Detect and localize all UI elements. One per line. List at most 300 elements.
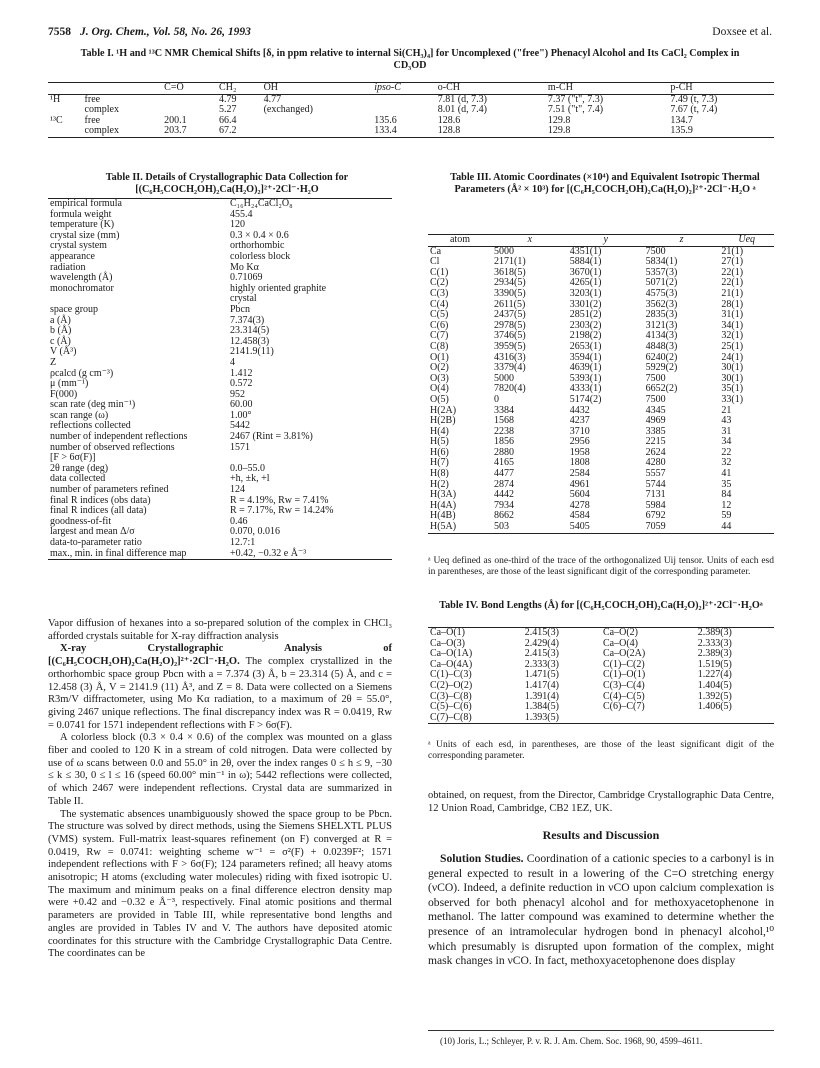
- table1-cell: [48, 126, 83, 137]
- table2-cell: data-to-parameter ratio: [50, 537, 142, 548]
- table3-cell: 2934(5): [493, 277, 526, 289]
- table2-cell: V (Å³): [50, 346, 77, 358]
- table3-cell: 6652(2): [645, 383, 678, 395]
- table3-cell: 32(1): [721, 330, 744, 342]
- table1-cell: complex: [84, 104, 119, 116]
- table3-cell: 4961: [569, 478, 590, 490]
- table3-cell: 4575(3): [645, 287, 678, 299]
- table2: [48, 198, 392, 560]
- table3-cell: 503: [492, 522, 568, 533]
- table3-cell: C(4): [430, 298, 449, 310]
- table3-cell: 21: [721, 404, 732, 416]
- table1-cell: 128.6: [437, 114, 461, 126]
- table2-cell: R = 7.17%, Rw = 14.24%: [230, 505, 334, 517]
- table3-cell: 5357(3): [645, 266, 678, 278]
- table2-row: [48, 326, 392, 337]
- table4-cell: Ca–O(2): [601, 628, 696, 639]
- table4-cell: 2.389(3): [696, 628, 774, 639]
- table3-cell: 4345: [645, 404, 666, 416]
- table4-cell: C(6)–C(7): [602, 701, 645, 713]
- table4-cell: Ca–O(4): [602, 637, 638, 649]
- table2-cell: data collected: [50, 473, 106, 485]
- table4-row: [428, 628, 774, 639]
- table2-cell: largest and mean Δ/σ: [50, 526, 135, 538]
- table3-cell: 7820(4): [493, 383, 526, 395]
- table4-cell: Ca–O(2A): [602, 648, 646, 660]
- running-author: Doxsee et al.: [712, 26, 772, 38]
- table2-row: [48, 337, 392, 348]
- table4-cell: C(3)–C(8): [430, 690, 472, 702]
- table2-cell: 7.374(3): [230, 314, 265, 326]
- table1-cell: 5.27: [219, 104, 237, 116]
- table4-cell: [601, 713, 696, 724]
- table3-cell: 28(1): [721, 298, 744, 310]
- table4-cell: C(4)–C(5): [602, 690, 645, 702]
- table2-cell: +0.42, −0.32 e Å⁻³: [228, 549, 392, 560]
- table3-cell: 22(1): [721, 266, 744, 278]
- table2-row: [48, 369, 392, 380]
- table3-cell: 43: [721, 415, 732, 427]
- table3-cell: H(4B): [430, 510, 456, 522]
- table3-cell: 5393(1): [569, 372, 602, 384]
- table2-row: [48, 358, 392, 369]
- table4-cell: C(1)–C(2): [602, 658, 645, 670]
- table3-cell: 5929(2): [645, 362, 678, 374]
- table2-cell: goodness-of-fit: [50, 515, 112, 527]
- table3-cell: H(2): [430, 478, 449, 490]
- table3-cell: 22(1): [721, 277, 744, 289]
- table4-row: [428, 702, 774, 713]
- table2-cell: colorless block: [230, 250, 291, 262]
- table4-cell: C(7)–C(8): [428, 713, 523, 724]
- table3-cell: 1808: [569, 457, 590, 469]
- table2-cell: 124: [230, 484, 245, 496]
- table4-cell: 1.227(4): [697, 669, 732, 681]
- table2-cell: final R indices (obs data): [50, 494, 151, 506]
- table3-cell: 2611(5): [493, 298, 526, 310]
- table4-cell: 1.519(5): [697, 658, 732, 670]
- table3-cell: 12: [721, 499, 732, 511]
- table4-row: [428, 681, 774, 692]
- table3-cell: 3594(1): [569, 351, 602, 363]
- table3-cell: 8662: [493, 510, 514, 522]
- table4-cell: 1.384(5): [524, 701, 559, 713]
- table2-cell: crystal: [230, 293, 257, 305]
- table3-cell: 4442: [493, 489, 514, 501]
- table1-cell: 200.1: [164, 114, 187, 126]
- left-column-text: [48, 618, 392, 961]
- table3-header-row: [428, 235, 774, 247]
- table3-cell: 4639(1): [569, 362, 602, 374]
- table1-cell: 134.7: [670, 114, 693, 126]
- table3-cell: 4134(3): [645, 330, 678, 342]
- table3-cell: 4333(1): [569, 383, 602, 395]
- table4-cell: Ca–O(4A): [430, 658, 473, 670]
- table2-cell: crystal size (mm): [50, 229, 120, 241]
- table2-cell: 2θ range (deg): [50, 462, 109, 474]
- table3-cell: 5000: [493, 372, 514, 384]
- table3-col-header: atom: [428, 235, 492, 247]
- table1-caption: Table I. ¹H and ¹³C NMR Chemical Shifts [δ, in ppm relative to internal Si(CH₃)₄] for Uncomplexed ("free") Phenacyl Alcohol and Its CaCl₂ Complex in CD₃OD: [80, 48, 740, 71]
- table2-cell: μ (mm⁻¹): [50, 378, 89, 390]
- table3-cell: O(1): [430, 351, 449, 363]
- table4-cell: 1.417(4): [524, 679, 559, 691]
- table1-cell: [262, 126, 373, 137]
- table1-header-row: [48, 83, 774, 95]
- table3-cell: 1568: [493, 415, 514, 427]
- table1-cell: [162, 94, 217, 105]
- table3-cell: 2171(1): [493, 256, 526, 268]
- table2-cell: 60.00: [230, 399, 253, 411]
- table3-cell: 6792: [645, 510, 666, 522]
- structure-paragraph: The systematic absences unambiguously showed the space group to be Pbcn. The structure was solved by direct methods, using the Siemens SHELXTL PLUS (VMS) system. Full-matrix least-squares refinement (on F) converged at R = 0.0419, Rw = 0.0741: weighting scheme w⁻¹ = σ²(F) + 0.0239F²; 1571 independent reflections with F > 6σ(F); 124 parameters refined; all heavy atoms anisotropic; H atoms (excluding water molecules) riding with fixed isotropic U. The maximum and minimum peaks on a final difference electron density map were +0.42 and −0.32 e Å⁻³, respectively. Final atomic positions and thermal parameters are provided in Table III, while representative bond lengths and angles are provided in Tables IV and V. The authors have deposited atomic coordinates for this structure with the Cambridge Crystallographic Data Centre. The coordinates can be: [48, 808, 392, 960]
- table2-cell: 4: [230, 356, 235, 368]
- table1-cell: (exchanged): [263, 104, 313, 116]
- table3: [428, 234, 774, 534]
- table1-cell: ¹H: [50, 93, 61, 105]
- table2-cell: 120: [230, 219, 245, 231]
- table3-cell: Cl: [430, 256, 440, 268]
- table2-cell: wavelength (Å): [50, 272, 113, 284]
- table1-cell: free: [84, 93, 101, 105]
- table2-cell: 0.3 × 0.4 × 0.6: [230, 229, 289, 241]
- table2-cell: reflections collected: [50, 420, 131, 432]
- table3-col-header: x: [492, 235, 568, 247]
- table1-cell: 7.51 ("t", 7.4): [547, 104, 604, 116]
- table3-cell: 4969: [645, 415, 666, 427]
- table2-cell: crystal system: [50, 240, 107, 252]
- table4: [428, 627, 774, 724]
- table3-cell: 59: [721, 510, 732, 522]
- table1-cell: 135.9: [668, 126, 774, 137]
- table1-col-header: CH₂: [217, 83, 262, 95]
- table2-cell: 12.7:1: [230, 537, 256, 548]
- table3-cell: 3670(1): [569, 266, 602, 278]
- table1-row: [48, 105, 774, 116]
- table3-cell: C(3): [430, 287, 449, 299]
- table1-col-header: C=O: [162, 83, 217, 95]
- table2-cell: highly oriented graphite: [230, 282, 327, 294]
- table3-cell: 7500: [645, 245, 666, 257]
- table4-cell: 2.389(3): [697, 648, 732, 660]
- table3-cell: 3746(5): [493, 330, 526, 342]
- table4-footnote: ᵃ Units of each esd, in parentheses, are those of the least significant digit of the corresponding parameter.: [428, 740, 774, 762]
- table1-cell: 129.8: [547, 114, 571, 126]
- results-heading: Results and Discussion: [542, 828, 660, 843]
- table2-cell: 5442: [230, 420, 250, 432]
- table3-cell: 34: [721, 436, 732, 448]
- table4-cell: 2.333(3): [697, 637, 732, 649]
- table3-cell: 3384: [493, 404, 514, 416]
- table3-cell: 33(1): [721, 393, 744, 405]
- table3-cell: 2851(2): [569, 309, 602, 321]
- table2-cell: formula weight: [50, 208, 112, 220]
- table3-cell: 3618(5): [493, 266, 526, 278]
- table3-cell: 2880: [493, 446, 514, 458]
- table3-cell: 35: [721, 478, 732, 490]
- table4-cell: 2.333(3): [524, 658, 559, 670]
- table2-cell: +h, ±k, +l: [230, 473, 270, 485]
- table3-footnote: ᵃ Ueq defined as one-third of the trace of the orthogonalized Uij tensor. Units of each esd in parentheses, are those of the least significant digit of the corresponding parameter.: [428, 556, 774, 578]
- table2-cell: empirical formula: [48, 199, 228, 210]
- table4-cell: 1.392(5): [697, 690, 732, 702]
- xray-heading: X-ray Crystallographic Analysis of [(C₆H₅COCH₂OH)₂Ca(H₂O)₂]²⁺·2Cl⁻·H₂O.: [48, 643, 392, 668]
- table4-cell: C(3)–C(4): [602, 679, 645, 691]
- table2-cell: scan range (ω): [50, 409, 109, 421]
- table3-cell: H(4): [430, 425, 449, 437]
- table3-cell: 5000: [493, 245, 514, 257]
- table3-cell: 3390(5): [493, 287, 526, 299]
- table3-cell: 2956: [569, 436, 590, 448]
- solution-heading: Solution Studies.: [440, 852, 524, 866]
- table3-cell: 3301(2): [569, 298, 602, 310]
- table2-caption: Table II. Details of Crystallographic Data Collection for [(C₆H₅COCH₂OH)₂Ca(H₂O)₂]²⁺·2Cl⁻·H₂O: [105, 172, 349, 195]
- table3-cell: 4278: [569, 499, 590, 511]
- table3-cell: 32: [721, 457, 732, 469]
- table3-cell: 2624: [645, 446, 666, 458]
- table3-cell: 41: [721, 468, 732, 480]
- table3-cell: 21(1): [721, 245, 744, 257]
- table2-cell: R = 4.19%, Rw = 7.41%: [230, 494, 329, 506]
- table3-cell: Ca: [430, 245, 442, 257]
- table3-cell: 4432: [569, 404, 590, 416]
- xray-paragraph: [48, 643, 392, 732]
- table1-col-header: ipso-C: [372, 83, 436, 95]
- table3-cell: 3710: [569, 425, 590, 437]
- table3-cell: H(5): [430, 436, 449, 448]
- table3-cell: 5174(2): [569, 393, 602, 405]
- table3-caption: Table III. Atomic Coordinates (×10⁴) and Equivalent Isotropic Thermal Parameters (Å² × 10³) for [(C₆H₅COCH₂OH)₂Ca(H₂O)₂]²⁺·2Cl⁻·H₂O ᵃ: [450, 172, 760, 195]
- table2-cell: number of independent reflections: [50, 431, 188, 443]
- table2-row: [48, 549, 392, 560]
- table2-row: [48, 379, 392, 390]
- table3-cell: 34(1): [721, 319, 744, 331]
- table2-cell: C₁₆H₂₄CaCl₂O₈: [228, 199, 392, 210]
- table2-cell: orthorhombic: [230, 240, 285, 252]
- table3-cell: C(1): [430, 266, 449, 278]
- table1-cell: 7.49 (t, 7.3): [670, 93, 718, 105]
- solution-body: Coordination of a cationic species to a carbonyl is in general expected to result in a lowering of the C=O stretching energy (νCO). Indeed, a definite reduction in νCO upon calcium complexation is observed for both phenacyl alcohol and for methoxyacetophenone in methanol. The latter compound was examined to determine whether the presence of an intramolecular hydrogen bond in phenacyl alcohol,¹⁰ which presumably is disrupted upon formation of the complex, might mask changes in νCO. In fact, methoxyacetophenone does display: [428, 852, 775, 968]
- table2-cell: F(000): [50, 388, 78, 400]
- table3-cell: 31(1): [721, 309, 744, 321]
- table3-cell: H(3A): [430, 489, 457, 501]
- table4-cell: 1.404(5): [697, 679, 732, 691]
- table2-cell: Z: [50, 356, 57, 368]
- table4-row: [428, 713, 774, 724]
- table1-cell: ¹³C: [50, 114, 63, 126]
- table2-cell: max., min. in final difference map: [48, 549, 228, 560]
- table3-cell: 3385: [645, 425, 666, 437]
- table1-cell: 8.01 (d, 7.4): [437, 104, 487, 116]
- table3-cell: 3959(5): [493, 340, 526, 352]
- table3-cell: 2584: [569, 468, 590, 480]
- table2-cell: space group: [50, 303, 99, 315]
- table3-cell: 4165: [493, 457, 514, 469]
- table3-cell: 22: [721, 446, 732, 458]
- table3-cell: 3379(4): [493, 362, 526, 374]
- table3-cell: 0: [493, 393, 499, 405]
- table3-cell: 4265(1): [569, 277, 602, 289]
- table2-cell: 12.458(3): [230, 335, 270, 347]
- table1-cell: 128.8: [436, 126, 546, 137]
- table3-col-header: y: [568, 235, 644, 247]
- table3-cell: 30(1): [721, 362, 744, 374]
- vapor-paragraph: Vapor diffusion of hexanes into a so-prepared solution of the complex in CHCl₃ afforded crystals suitable for X-ray diffraction analysis: [48, 618, 392, 642]
- table2-cell: 0.46: [230, 515, 248, 527]
- table2-cell: 1571: [230, 441, 250, 453]
- table3-cell: O(2): [430, 362, 449, 374]
- table4-caption: Table IV. Bond Lengths (Å) for [(C₆H₅COCH₂OH)₂Ca(H₂O)₂]²⁺·2Cl⁻·H₂Oᵃ: [439, 600, 763, 611]
- deposit-paragraph: obtained, on request, from the Director, Cambridge Crystallographic Data Centre, 12 Union Road, Cambridge, CB2 1EZ, UK.: [428, 790, 774, 814]
- table4-cell: 1.406(5): [697, 701, 732, 713]
- table3-cell: 5834(1): [645, 256, 678, 268]
- table4-cell: 1.393(5): [523, 713, 601, 724]
- table3-cell: C(2): [430, 277, 449, 289]
- table2-cell: number of observed reflections: [50, 441, 175, 453]
- table1-row: [48, 126, 774, 137]
- table3-cell: 7934: [493, 499, 514, 511]
- table3-row: [428, 522, 774, 533]
- table4-cell: C(2)–O(2): [430, 679, 473, 691]
- table2-row: [48, 241, 392, 252]
- table3-cell: O(4): [430, 383, 449, 395]
- table1-cell: free: [84, 114, 101, 126]
- table1-cell: 7.81 (d, 7.3): [437, 93, 487, 105]
- table1-col-header: m-CH: [546, 83, 668, 95]
- table3-cell: C(8): [430, 340, 449, 352]
- table3-cell: 6240(2): [645, 351, 678, 363]
- table3-cell: 7500: [645, 393, 666, 405]
- table3-cell: 4584: [569, 510, 590, 522]
- page-number: 7558: [48, 26, 71, 38]
- table3-cell: C(7): [430, 330, 449, 342]
- table2-row: [48, 538, 392, 549]
- table3-cell: 5405: [568, 522, 644, 533]
- table4-cell: Ca–O(3): [430, 637, 465, 649]
- table2-cell: 0.0–55.0: [230, 462, 265, 474]
- table3-cell: 4316(3): [493, 351, 526, 363]
- table3-cell: H(8): [430, 468, 449, 480]
- table3-cell: 1958: [569, 446, 590, 458]
- table3-cell: O(5): [430, 393, 449, 405]
- table2-row: [48, 199, 392, 210]
- table2-row: [48, 316, 392, 327]
- table3-cell: 30(1): [721, 372, 744, 384]
- table1-col-header: OH: [262, 83, 373, 95]
- table4-cell: Ca–O(1A): [430, 648, 473, 660]
- table4-cell: 1.471(5): [524, 669, 559, 681]
- table3-cell: 1856: [493, 436, 514, 448]
- table1-cell: complex: [83, 126, 163, 137]
- table2-cell: 2141.9(11): [230, 346, 274, 358]
- solution-paragraph: [428, 852, 774, 969]
- table3-col-header: Ueq: [719, 235, 774, 247]
- table3-cell: 2835(3): [645, 309, 678, 321]
- table1-col-header: o-CH: [436, 83, 546, 95]
- table2-cell: Pbcn: [230, 303, 250, 315]
- table2-cell: 0.572: [230, 378, 253, 390]
- table2-cell: [F > 6σ(F)]: [50, 452, 96, 464]
- table3-cell: 7059: [644, 522, 720, 533]
- table3-cell: H(7): [430, 457, 449, 469]
- table2-cell: 1.00°: [230, 409, 252, 421]
- table3-cell: 2215: [645, 436, 666, 448]
- table2-cell: scan rate (deg min⁻¹): [50, 399, 136, 411]
- table3-cell: 2198(2): [569, 330, 602, 342]
- table3-cell: C(6): [430, 319, 449, 331]
- journal-citation: J. Org. Chem., Vol. 58, No. 26, 1993: [80, 26, 251, 38]
- table3-cell: O(3): [430, 372, 449, 384]
- table3-cell: 35(1): [721, 383, 744, 395]
- table3-cell: 21(1): [721, 287, 744, 299]
- table2-cell: number of parameters refined: [50, 484, 169, 496]
- table2-cell: a (Å): [50, 314, 71, 326]
- right-column-text: [428, 790, 774, 969]
- sample-paragraph: A colorless block (0.3 × 0.4 × 0.6) of the complex was mounted on a glass fiber and cooled to 120 K in a stream of cold nitrogen. Data were collected by use of ω scans between 0.0 and 55.0° in 2θ, over the index ranges 0 ≤ h ≤ 9, −30 ≤ k ≤ 30, 0 ≤ l ≤ 16 (speed 60.00° min⁻¹ in ω); 5442 reflections were collected, of which 2467 were independent reflections. Crystal data are summarized in Table II.: [48, 732, 392, 807]
- table2-cell: 0.71069: [230, 272, 263, 284]
- table4-cell: 2.429(4): [524, 637, 559, 649]
- table3-cell: 3562(3): [645, 298, 678, 310]
- table2-cell: b (Å): [50, 325, 72, 337]
- table2-cell: monochromator: [50, 282, 114, 294]
- table2-row: [48, 284, 392, 295]
- table3-cell: 2303(2): [569, 319, 602, 331]
- table2-cell: final R indices (all data): [50, 505, 147, 517]
- table1-cell: 4.77: [263, 93, 282, 105]
- table3-cell: 4351(1): [569, 245, 602, 257]
- table3-cell: 5604: [569, 489, 590, 501]
- table1-col-header: [83, 83, 163, 95]
- table2-cell: 1.412: [230, 367, 253, 379]
- table3-cell: 5984: [645, 499, 666, 511]
- table3-cell: H(5A): [428, 522, 492, 533]
- table2-row: [48, 443, 392, 454]
- table2-cell: temperature (K): [50, 219, 115, 231]
- reference-10: (10) Joris, L.; Schleyer, P. v. R. J. Am. Chem. Soc. 1968, 90, 4599–4611.: [440, 1036, 703, 1046]
- table1-cell: 133.4: [372, 126, 436, 137]
- table3-cell: 4477: [493, 468, 514, 480]
- table3-cell: 3121(3): [645, 319, 678, 331]
- table1-row: [48, 94, 774, 105]
- table3-cell: 24(1): [721, 351, 744, 363]
- table2-cell: radiation: [50, 261, 86, 273]
- table3-cell: 84: [721, 489, 732, 501]
- table2-row: [48, 305, 392, 316]
- table3-cell: 4280: [645, 457, 666, 469]
- table1-cell: 203.7: [162, 126, 217, 137]
- table2-cell: Mo Kα: [230, 261, 259, 273]
- table4-cell: C(5)–C(6): [430, 701, 472, 713]
- table3-cell: 31: [721, 425, 732, 437]
- table4-cell: Ca–O(1): [428, 628, 523, 639]
- table1-row: [48, 116, 774, 127]
- table3-row: [428, 289, 774, 300]
- table4-cell: C(1)–O(1): [602, 669, 646, 681]
- table1-cell: [372, 94, 436, 105]
- table3-col-header: z: [644, 235, 720, 247]
- table2-cell: c (Å): [50, 335, 71, 347]
- table3-cell: 5071(2): [645, 277, 678, 289]
- table4-cell: 2.415(3): [523, 628, 601, 639]
- table3-cell: 4848(3): [645, 340, 678, 352]
- table3-cell: 25(1): [721, 340, 744, 352]
- table4-cell: 1.391(4): [524, 690, 559, 702]
- xray-body: The complex crystallized in the orthorhombic space group Pbcn with a = 7.374 (3) Å, b = 23.314 (5) Å, and c = 12.458 (3) Å, V = 2141.9 (11) Å³, and Z = 8. Data were collected on a Siemens R3m/V diffractometer, using Mo Kα radiation, to a maximum of 2θ = 55.0°, giving 2467 unique reflections. The final discrepancy index was R = 0.0419, Rw = 0.0741 for 1571 independent reflections with F > 6σ(F).: [48, 656, 392, 731]
- table4-cell: 2.415(3): [524, 648, 559, 660]
- table1-cell: 129.8: [546, 126, 668, 137]
- table4-cell: C(1)–C(3): [430, 669, 472, 681]
- table3-cell: 3203(1): [569, 287, 602, 299]
